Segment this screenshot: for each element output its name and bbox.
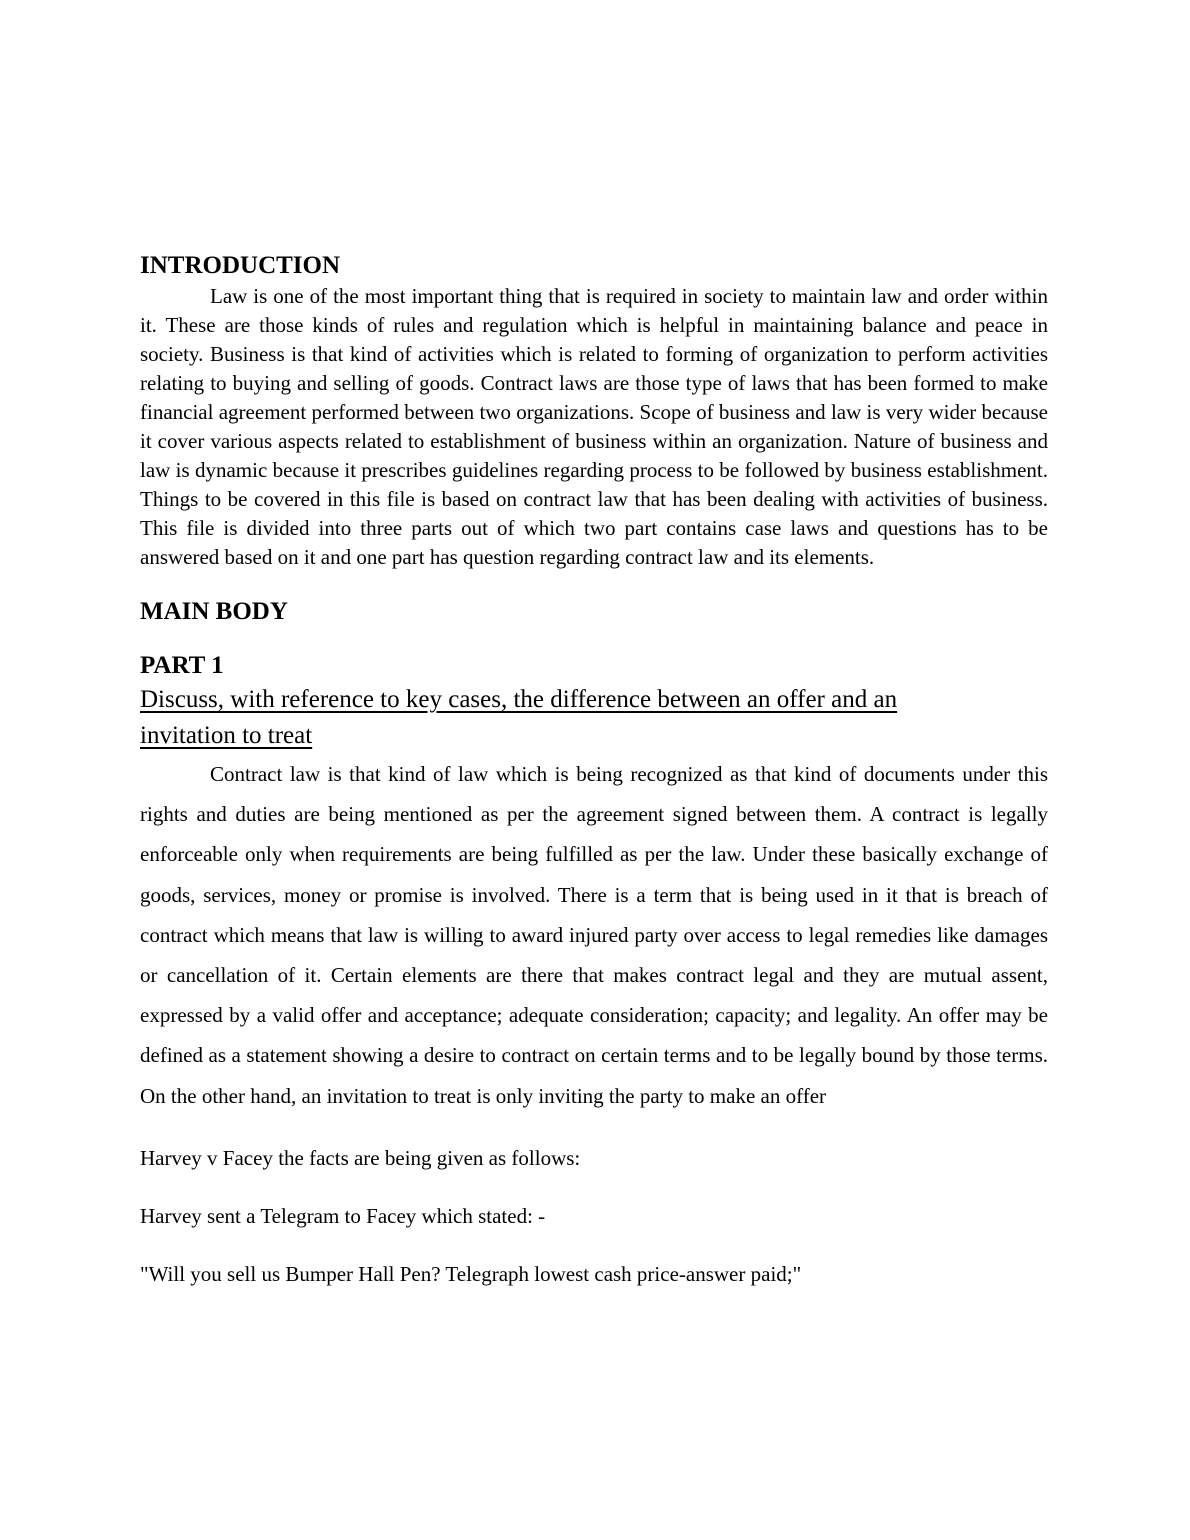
part1-heading: PART 1	[140, 652, 224, 679]
part1-question: Discuss, with reference to key cases, the difference between an offer and an invitation to treat	[140, 686, 898, 749]
part1-paragraph: Contract law is that kind of law which is being recognized as that kind of documents under this rights and duties are being mentioned as per the agreement signed between them. A contract is legally enforceable only when requirements are being fulfilled as per the law. Under these basically exchange of goods, services, money or promise is involved. There is a term that is being used in it that is breach of contract which means that law is willing to award injured party over access to legal remedies like damages or cancellation of it. Certain elements are there that makes contract legal and they are mutual assent, expressed by a valid offer and acceptance; adequate consideration; capacity; and legality. An offer may be defined as a statement showing a desire to contract on certain terms and to be legally bound by those terms. On the other hand, an invitation to treat is only inviting the party to make an offer	[140, 762, 1048, 1108]
document-content	[140, 250, 1048, 1289]
introduction-heading: INTRODUCTION	[140, 252, 341, 279]
case-intro-line: Harvey v Facey the facts are being given as follows:	[140, 1145, 581, 1170]
case-quote-line: "Will you sell us Bumper Hall Pen? Telegraph lowest cash price-answer paid;"	[140, 1261, 802, 1286]
main-body-heading: MAIN BODY	[140, 598, 288, 625]
introduction-paragraph: Law is one of the most important thing that is required in society to maintain law and order within it. These are those kinds of rules and regulation which is helpful in maintaining balance and peace in society. Business is that kind of activities which is related to forming of organization to perform activities relating to buying and selling of goods. Contract laws are those type of laws that has been formed to make financial agreement performed between two organizations. Scope of business and law is very wider because it cover various aspects related to establishment of business within an organization. Nature of business and law is dynamic because it prescribes guidelines regarding process to be followed by business establishment. Things to be covered in this file is based on contract law that has been dealing with activities of business. This file is divided into three parts out of which two part contains case laws and questions has to be answered based on it and one part has question regarding contract law and its elements.	[140, 284, 1048, 569]
case-telegram-line: Harvey sent a Telegram to Facey which stated: -	[140, 1203, 546, 1228]
